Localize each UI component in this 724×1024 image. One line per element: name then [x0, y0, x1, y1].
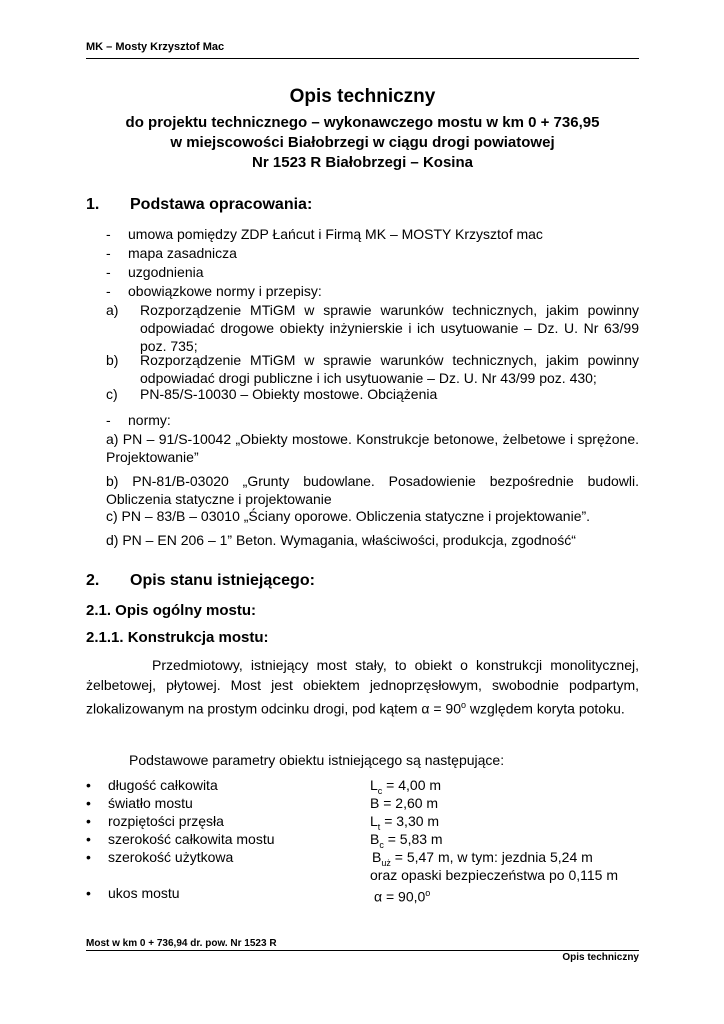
section-heading-2	[86, 572, 315, 590]
paragraph	[86, 655, 639, 719]
norm-text: c) PN – 83/B – 03010 „Ściany oporowe. Obliczenia statyczne i projektowanie”.	[106, 508, 591, 524]
document-title: Opis techniczny	[289, 86, 436, 107]
paragraph-text: względem koryta potoku.	[466, 700, 625, 717]
param-row	[86, 776, 639, 796]
list-marker: c)	[106, 386, 118, 402]
list-text: PN-85/S-10030 – Obiekty mostowe. Obciążenia	[140, 386, 438, 402]
bullet-icon: •	[86, 849, 91, 865]
param-value: oraz opaski bezpieczeństwa po 0,115 m	[370, 867, 618, 883]
document-page	[86, 0, 639, 1024]
header-divider	[86, 58, 639, 59]
section-number: 2.	[86, 572, 100, 589]
list-marker: -	[106, 283, 111, 299]
page-header: MK – Mosty Krzysztof Mac	[86, 41, 225, 53]
footer-divider	[86, 950, 639, 951]
list-marker: b)	[106, 352, 119, 368]
section-number: 1.	[86, 196, 100, 213]
subsection-heading: 2.1.1. Konstrukcja mostu:	[86, 629, 269, 646]
bullet-icon: •	[86, 885, 91, 901]
param-label: szerokość użytkowa	[108, 849, 234, 865]
param-row	[86, 848, 639, 868]
list-marker: -	[106, 412, 111, 428]
subtitle-line: Nr 1523 R Białobrzegi – Kosina	[252, 154, 473, 171]
page-footer: Most w km 0 + 736,94 dr. pow. Nr 1523 R	[86, 938, 277, 949]
norm-text: d) PN – EN 206 – 1” Beton. Wymagania, właściwości, produkcja, zgodność“	[106, 532, 576, 548]
degree-sup: o	[461, 700, 467, 710]
bullet-icon: •	[86, 831, 91, 847]
bullet-icon: •	[86, 777, 91, 793]
list-marker: a)	[106, 302, 119, 318]
list-text: Rozporządzenie MTiGM w sprawie warunków technicznych, jakim powinny odpowiadać drogi publiczne i ich usytuowanie – Dz. U. Nr 43/99 poz. 430;	[140, 352, 639, 386]
param-value: $L_c = 4,00$ m	[370, 777, 442, 796]
norm-text: b) PN-81/B-03020 „Grunty budowlane. Posadowienie bezpośrednie budowli. Obliczenia statyczne i projektowanie	[106, 473, 639, 507]
list-text: normy:	[128, 412, 171, 428]
param-row	[86, 884, 639, 904]
param-row-continuation	[86, 866, 639, 886]
norm-text: a) PN – 91/S-10042 „Obiekty mostowe. Konstrukcje betonowe, żelbetowe i sprężone. Projektowanie”	[106, 431, 639, 465]
bullet-icon: •	[86, 813, 91, 829]
list-text: obowiązkowe normy i przepisy:	[128, 283, 322, 299]
bullet-icon: •	[86, 795, 91, 811]
param-label: rozpiętości przęsła	[108, 813, 224, 829]
param-row	[86, 830, 639, 850]
param-value: $B_c = 5,83$ m	[370, 831, 443, 850]
list-text: Rozporządzenie MTiGM w sprawie warunków technicznych, jakim powinny odpowiadać drogowe obiekty inżynierskie i ich usytuowanie – Dz. U. Nr 63/99 poz. 735;	[140, 302, 639, 354]
list-marker: -	[106, 264, 111, 280]
list-text: uzgodnienia	[128, 264, 204, 280]
param-label: ukos mostu	[108, 885, 180, 901]
param-value: $L_t = 3,30$ m	[370, 813, 440, 832]
section-heading-1	[86, 196, 312, 214]
list-marker: -	[106, 226, 111, 242]
section-title: Opis stanu istniejącego:	[130, 572, 315, 589]
param-value: $\alpha = 90,0^o$	[374, 888, 431, 905]
footer-title: Opis techniczny	[562, 952, 639, 963]
subsection-heading: 2.1. Opis ogólny mostu:	[86, 602, 257, 619]
paragraph-text: Przedmiotowy, istniejący most stały, to obiekt o konstrukcji monolitycznej, żelbetowej, płytowej. Most jest obiektem jednoprzęsłowym, swobodnie podpartym, zlokalizowanym na prostym odcinku drogi, pod kątem α = 90	[86, 657, 639, 717]
param-value: B = 2,60 m	[370, 795, 439, 811]
subtitle-line: do projektu technicznego – wykonawczego mostu w km 0 + 736,95	[125, 114, 600, 131]
document-subtitle	[86, 113, 639, 173]
section-title: Podstawa opracowania:	[130, 196, 313, 213]
param-label: światło mostu	[108, 795, 193, 811]
param-label: szerokość całkowita mostu	[108, 831, 275, 847]
subtitle-line: w miejscowości Białobrzegi w ciągu drogi powiatowej	[170, 134, 555, 151]
list-text: mapa zasadnicza	[128, 245, 237, 261]
paragraph	[86, 750, 639, 770]
list-marker: -	[106, 245, 111, 261]
param-row	[86, 812, 639, 832]
list-text: umowa pomiędzy ZDP Łańcut i Firmą MK – MOSTY Krzysztof mac	[128, 226, 543, 242]
paragraph-text: Podstawowe parametry obiektu istniejącego są następujące:	[129, 752, 505, 768]
param-row	[86, 794, 639, 814]
param-label: długość całkowita	[108, 777, 218, 793]
param-value: $B_{uż} = 5,47$ m, w tym: jezdnia 5,24 m	[372, 849, 593, 868]
